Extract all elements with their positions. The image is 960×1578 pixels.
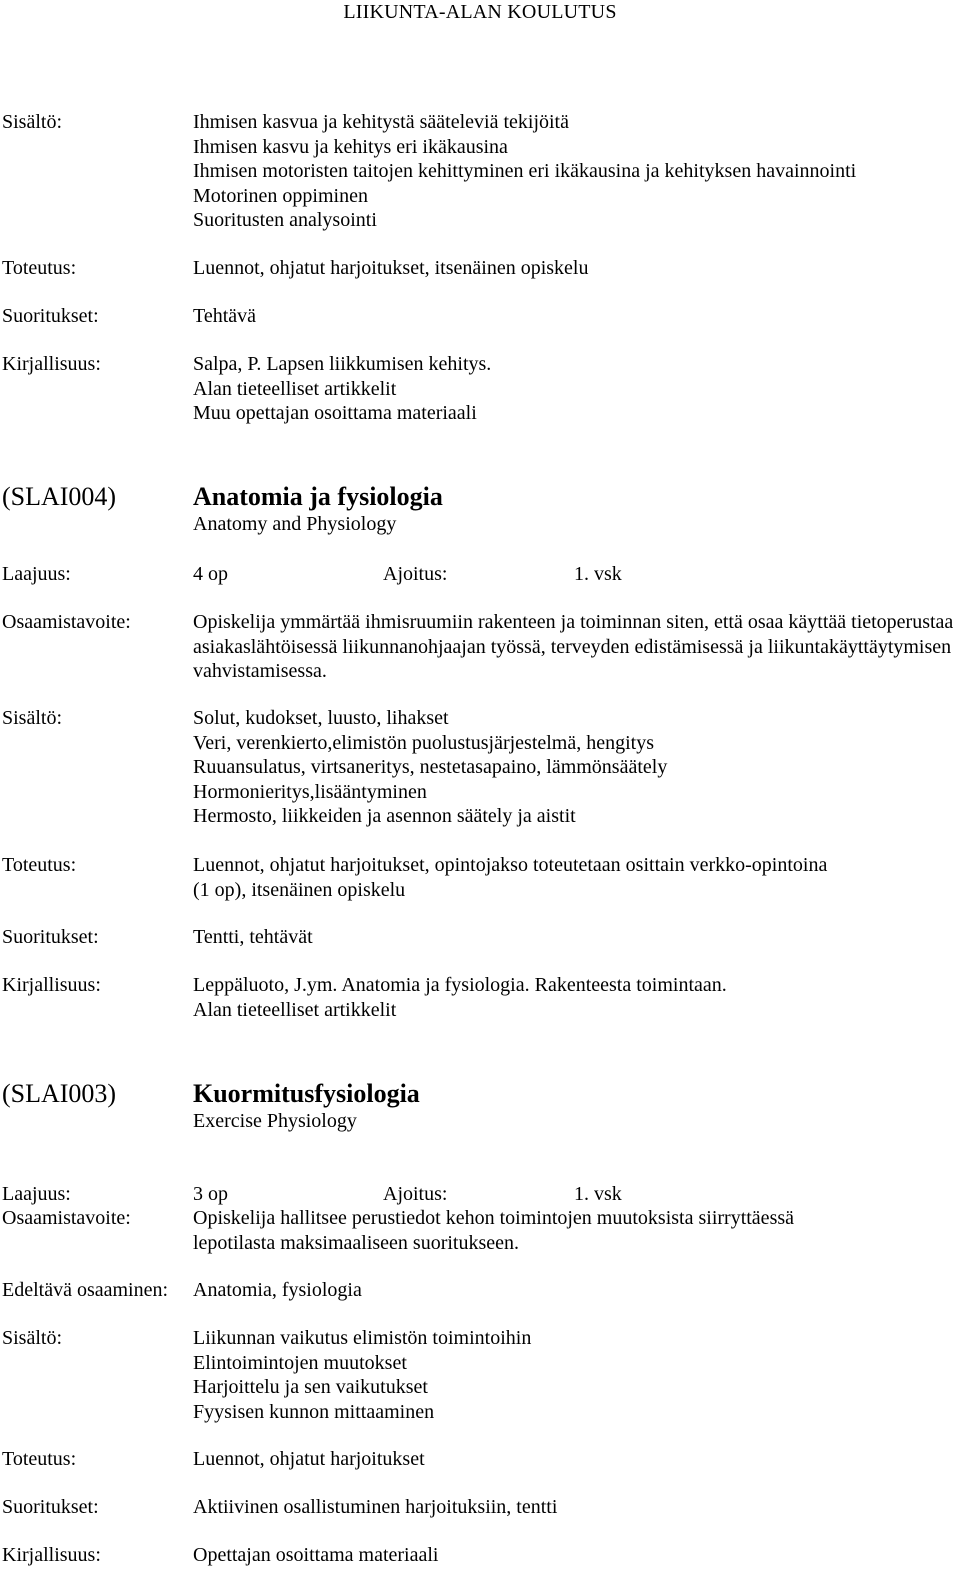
suoritukset-value: Tentti, tehtävät	[193, 926, 313, 948]
laajuus-value: 3 op	[193, 1183, 228, 1205]
list-item: Hermosto, liikkeiden ja asennon säätely ja aistit	[193, 805, 576, 827]
list-item: Suoritusten analysointi	[193, 209, 377, 231]
kirjallisuus-label: Kirjallisuus:	[2, 1544, 101, 1566]
list-item: Liikunnan vaikutus elimistön toimintoihin	[193, 1327, 532, 1349]
slai003-osaamistavoite-row	[0, 1206, 960, 1255]
toteutus-value: Luennot, ohjatut harjoitukset	[193, 1448, 425, 1470]
sisalto-label: Sisältö:	[2, 1327, 63, 1349]
suoritukset-value: Tehtävä	[193, 305, 257, 327]
slai004-osaamistavoite-row	[0, 610, 960, 684]
course-code: (SLAI003)	[2, 1079, 117, 1108]
slai003-suoritukset-row	[0, 1495, 960, 1520]
toteutus-label: Toteutus:	[2, 257, 77, 279]
slai003-sisalto-row	[0, 1326, 960, 1424]
list-item: Ihmisen kasvu ja kehitys eri ikäkausina	[193, 135, 508, 158]
ajoitus-value: 1. vsk	[574, 563, 622, 585]
course-slai003-heading	[0, 1079, 960, 1134]
course-slai004-meta	[0, 562, 960, 586]
suoritukset-label: Suoritukset:	[2, 926, 99, 948]
slai004-sisalto-row	[0, 706, 960, 829]
list-item: Salpa, P. Lapsen liikkumisen kehitys.	[193, 353, 492, 375]
list-item: Fyysisen kunnon mittaaminen	[193, 1400, 435, 1423]
kirjallisuus-label: Kirjallisuus:	[2, 353, 101, 375]
toteutus-label: Toteutus:	[2, 854, 77, 876]
list-item: Alan tieteelliset artikkelit	[193, 998, 397, 1021]
list-item: Luennot, ohjatut harjoitukset, opintojakso toteutetaan osittain verkko-opintoina	[193, 854, 828, 876]
list-item: Veri, verenkierto,elimistön puolustusjärjestelmä, hengitys	[193, 731, 655, 754]
slai004-toteutus-row	[0, 853, 960, 902]
edeltava-value: Anatomia, fysiologia	[193, 1279, 362, 1301]
list-item: Solut, kudokset, luusto, lihakset	[193, 707, 449, 729]
osaamistavoite-label: Osaamistavoite:	[2, 611, 131, 633]
kirjallisuus-label: Kirjallisuus:	[2, 974, 101, 996]
laajuus-label: Laajuus:	[2, 563, 71, 585]
slai004-suoritukset-row	[0, 925, 960, 950]
list-item: Ihmisen motoristen taitojen kehittyminen eri ikäkausina ja kehityksen havainnointi	[193, 160, 857, 182]
list-item: Motorinen oppiminen	[193, 184, 368, 207]
osaamistavoite-values	[193, 1206, 960, 1255]
laajuus-label: Laajuus:	[2, 1183, 71, 1205]
laajuus-value: 4 op	[193, 563, 228, 585]
course-code: (SLAI004)	[2, 482, 117, 511]
prev-kirjallisuus-row	[0, 352, 960, 426]
sisalto-values	[193, 706, 960, 829]
suoritukset-label: Suoritukset:	[2, 1496, 99, 1518]
toteutus-label: Toteutus:	[2, 1448, 77, 1470]
list-item: lepotilasta maksimaaliseen suoritukseen.	[193, 1231, 520, 1254]
edeltava-label: Edeltävä osaaminen:	[2, 1279, 169, 1301]
ajoitus-value: 1. vsk	[574, 1183, 622, 1205]
list-item: Muu opettajan osoittama materiaali	[193, 402, 477, 424]
kirjallisuus-values	[193, 973, 960, 1022]
course-slai004-heading	[0, 482, 960, 537]
kirjallisuus-value: Opettajan osoittama materiaali	[193, 1544, 439, 1566]
list-item: Ihmisen kasvua ja kehitystä sääteleviä tekijöitä	[193, 111, 569, 133]
course-subtitle: Anatomy and Physiology	[193, 513, 397, 535]
sisalto-label: Sisältö:	[2, 111, 63, 133]
slai003-toteutus-row	[0, 1447, 960, 1472]
sisalto-row	[0, 110, 960, 233]
toteutus-values	[193, 853, 960, 902]
ajoitus-label: Ajoitus:	[383, 1183, 448, 1205]
osaamistavoite-label: Osaamistavoite:	[2, 1207, 131, 1229]
prev-course-section	[0, 110, 960, 233]
page-header: LIIKUNTA-ALAN KOULUTUS	[343, 1, 617, 23]
list-item: Hormonieritys,lisääntyminen	[193, 780, 427, 803]
prev-toteutus-row	[0, 256, 960, 281]
list-item: Elintoimintojen muutokset	[193, 1351, 407, 1374]
list-item: Ruuansulatus, virtsaneritys, nestetasapaino, lämmönsäätely	[193, 756, 668, 778]
suoritukset-value: Aktiivinen osallistuminen harjoituksiin, tentti	[193, 1496, 558, 1518]
sisalto-label: Sisältö:	[2, 707, 63, 729]
sisalto-values	[193, 1326, 960, 1424]
list-item: Harjoittelu ja sen vaikutukset	[193, 1376, 428, 1398]
toteutus-value: Luennot, ohjatut harjoitukset, itsenäinen opiskelu	[193, 257, 589, 279]
ajoitus-label: Ajoitus:	[383, 563, 448, 585]
list-item: Opiskelija hallitsee perustiedot kehon toimintojen muutoksista siirryttäessä	[193, 1207, 795, 1229]
slai003-kirjallisuus-row	[0, 1543, 960, 1568]
suoritukset-label: Suoritukset:	[2, 305, 99, 327]
list-item: (1 op), itsenäinen opiskelu	[193, 878, 406, 901]
list-item: Alan tieteelliset artikkelit	[193, 377, 397, 400]
slai004-kirjallisuus-row	[0, 973, 960, 1022]
kirjallisuus-values	[193, 352, 960, 426]
course-subtitle: Exercise Physiology	[193, 1110, 357, 1132]
course-slai003-meta	[0, 1182, 960, 1206]
list-item: Leppäluoto, J.ym. Anatomia ja fysiologia. Rakenteesta toimintaan.	[193, 974, 727, 996]
sisalto-values	[193, 110, 960, 233]
course-title: Kuormitusfysiologia	[193, 1079, 420, 1108]
course-title: Anatomia ja fysiologia	[193, 482, 443, 511]
osaamistavoite-value: Opiskelija ymmärtää ihmisruumiin rakenteen ja toiminnan siten, että osaa käyttää tietoperustaa asiakaslähtöisessä liikunnanohjaajan työssä, terveyden edistämisessä ja liikuntakäyttäytymisen vahvistamisessa.	[193, 611, 954, 682]
prev-suoritukset-row	[0, 304, 960, 329]
slai003-edeltava-row	[0, 1278, 960, 1303]
